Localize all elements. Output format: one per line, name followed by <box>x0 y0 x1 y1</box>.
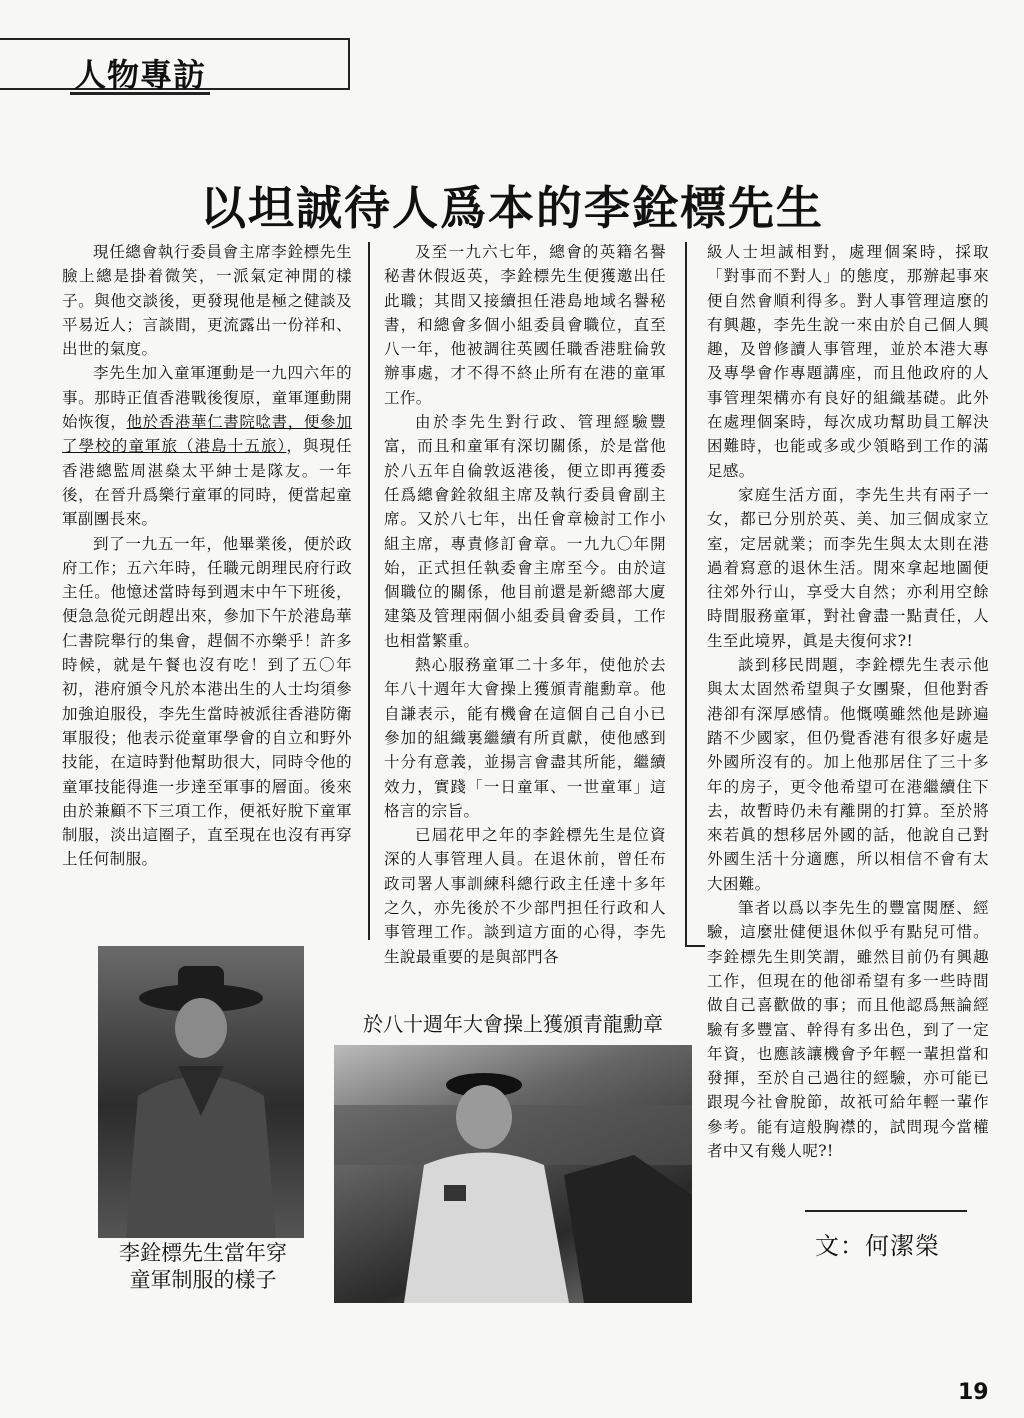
byline-rule <box>805 1210 967 1212</box>
paragraph: 熱心服務童軍二十多年，使他於去年八十週年大會操上獲頒青龍勳章。他自謙表示，能有機會在這個自己自小已參加的組織裏繼續有所貢獻，使他感到十分有意義，並揚言會盡其所能，繼續效力，實踐「一日童軍、一世童軍」這格言的宗旨。 <box>384 656 666 820</box>
text-run: 李先生加入童軍運動是一九四六年的事。那時正值香港戰後復原，童軍運動開始恢復， <box>62 364 352 432</box>
article-column-1 <box>62 240 352 872</box>
paragraph: 家庭生活方面，李先生共有兩子一女，都已分別於英、美、加三個成家立室，定居就業；而李先生與太太則在港過着寫意的退休生活。閒來拿起地圖便往郊外行山，享受大自然；亦利用空餘時間服務童軍，對社會盡一點責任，人生至此境界，眞是夫復何求?! <box>707 485 989 650</box>
ceremony-scene <box>334 1045 692 1303</box>
underlined-text: 他於香港華仁書院唸書，便參加了學校的童軍旅（港島十五旅） <box>62 413 352 456</box>
column-divider-foot <box>685 945 705 947</box>
paragraph: 現任總會執行委員會主席李銓標先生臉上總是掛着微笑，一派氣定神閒的樣子。與他交談後，更發現他是極之健談及平易近人；言談間，更流露出一份祥和、出世的氣度。 <box>62 243 352 359</box>
caption-line: 李銓標先生當年穿 <box>119 1241 287 1265</box>
byline: 文：何潔榮 <box>815 1232 940 1260</box>
photo-caption-2: 於八十週年大會操上獲頒青龍勳章 <box>363 1012 663 1036</box>
caption-line: 童軍制服的樣子 <box>129 1268 277 1292</box>
page-number: 19 <box>958 1380 989 1405</box>
column-divider <box>368 242 370 940</box>
scout-uniform-photo <box>98 946 304 1238</box>
paragraph: 及至一九六七年，總會的英籍名譽秘書休假返英，李銓標先生便獲邀出任此職；其間又接續担任港島地域名譽秘書，和總會多個小組委員會職位，直至八一年，他被調往英國任職香港駐倫敦辦事處，才不得不終止所有在港的童軍工作。 <box>384 243 666 407</box>
paragraph: 由於李先生對行政、管理經驗豐富，而且和童軍有深切關係，於是當他於八五年自倫敦返港後，便立即再獲委任爲總會銓敘組主席及執行委員會副主席。又於八七年，出任會章檢討工作小組主席，專責修訂會章。一九九〇年開始，正式担任執委會主席至今。由於這個職位的關係，他目前還是新總部大廈建築及管理兩個小組委員會委員，工作也相當繁重。 <box>384 413 666 650</box>
paragraph: 到了一九五一年，他畢業後，便於政府工作；五六年時，任職元朗理民府行政主任。他憶述當時每到週末中午下班後，便急急從元朗趕出來，參加下午於港島華仁書院舉行的集會，趕個不亦樂乎！許多時候，就是午餐也沒有吃！到了五〇年初，港府頒令凡於本港出生的人士均須參加強迫服役，李先生當時被派往香港防衛軍服役；他表示從童軍學會的自立和野外技能，在這時對他幫助很大，同時令他的童軍技能得進一步達至軍事的層面。後來由於兼顧不下三項工作，便祇好脫下童軍制服，淡出這圈子，直至現在也沒有再穿上任何制服。 <box>62 534 352 869</box>
column-divider <box>685 242 687 947</box>
paragraph <box>62 361 352 531</box>
paragraph: 談到移民問題，李銓標先生表示他與太太固然希望與子女團聚，但他對香港卻有深厚感情。他慨嘆雖然他是跡遍踏不少國家，但仍覺香港有很多好處是外國所沒有的。加上他那居住了三十多年的房子，更令他希望可在港繼續住下去，故暫時仍未有離開的打算。至於將來若眞的想移居外國的話，他說自己對外國生活十分適應，所以相信不會有太大困難。 <box>707 656 989 893</box>
person-silhouette <box>98 946 304 1238</box>
paragraph: 筆者以爲以李先生的豐富閱歷、經驗，這麼壯健便退休似乎有點兒可惜。李銓標先生則笑謂，雖然目前仍有興趣工作，但現在的他卻希望有多一些時間做自己喜歡做的事；而且他認爲無論經驗有多豐富、幹得有多出色，到了一定年資，也應該讓機會予年輕一輩担當和發揮，至於自己過往的經驗，亦可能已跟現今社會脫節，故祇可給年輕一輩作參考。能有這般胸襟的，試問現今當權者中又有幾人呢?! <box>707 899 989 1160</box>
photo-caption-1 <box>96 1240 310 1294</box>
text-run: ，與現任香港總監周湛燊太平紳士是隊友。一年後，在晉升爲樂行童軍的同時，便當起童軍副團長來。 <box>62 437 352 529</box>
article-column-3 <box>707 240 989 1163</box>
medal-ceremony-photo <box>334 1045 692 1303</box>
paragraph: 級人士坦誠相對，處理個案時，採取「對事而不對人」的態度，那辦起事來便自然會順利得多。對人事管理這麼的有興趣，李先生說一來由於自己個人興趣，及曾修讀人事管理，並於本港大專及專學會作專題講座，而且他政府的人事管理架構亦有良好的組織基礎。此外在處理個案時，每次成功幫助員工解決困難時，也能或多或少領略到工作的滿足感。 <box>707 243 989 480</box>
paragraph: 已屆花甲之年的李銓標先生是位資深的人事管理人員。在退休前，曾任布政司署人事訓練科總行政主任達十多年之久，亦先後於不少部門担任行政和人事管理工作。談到這方面的心得，李先生說最重要的是與部門各 <box>384 826 666 966</box>
article-headline: 以坦誠待人爲本的李銓標先生 <box>200 181 824 235</box>
section-label: 人物專訪 <box>70 58 210 95</box>
article-column-2 <box>384 240 666 969</box>
